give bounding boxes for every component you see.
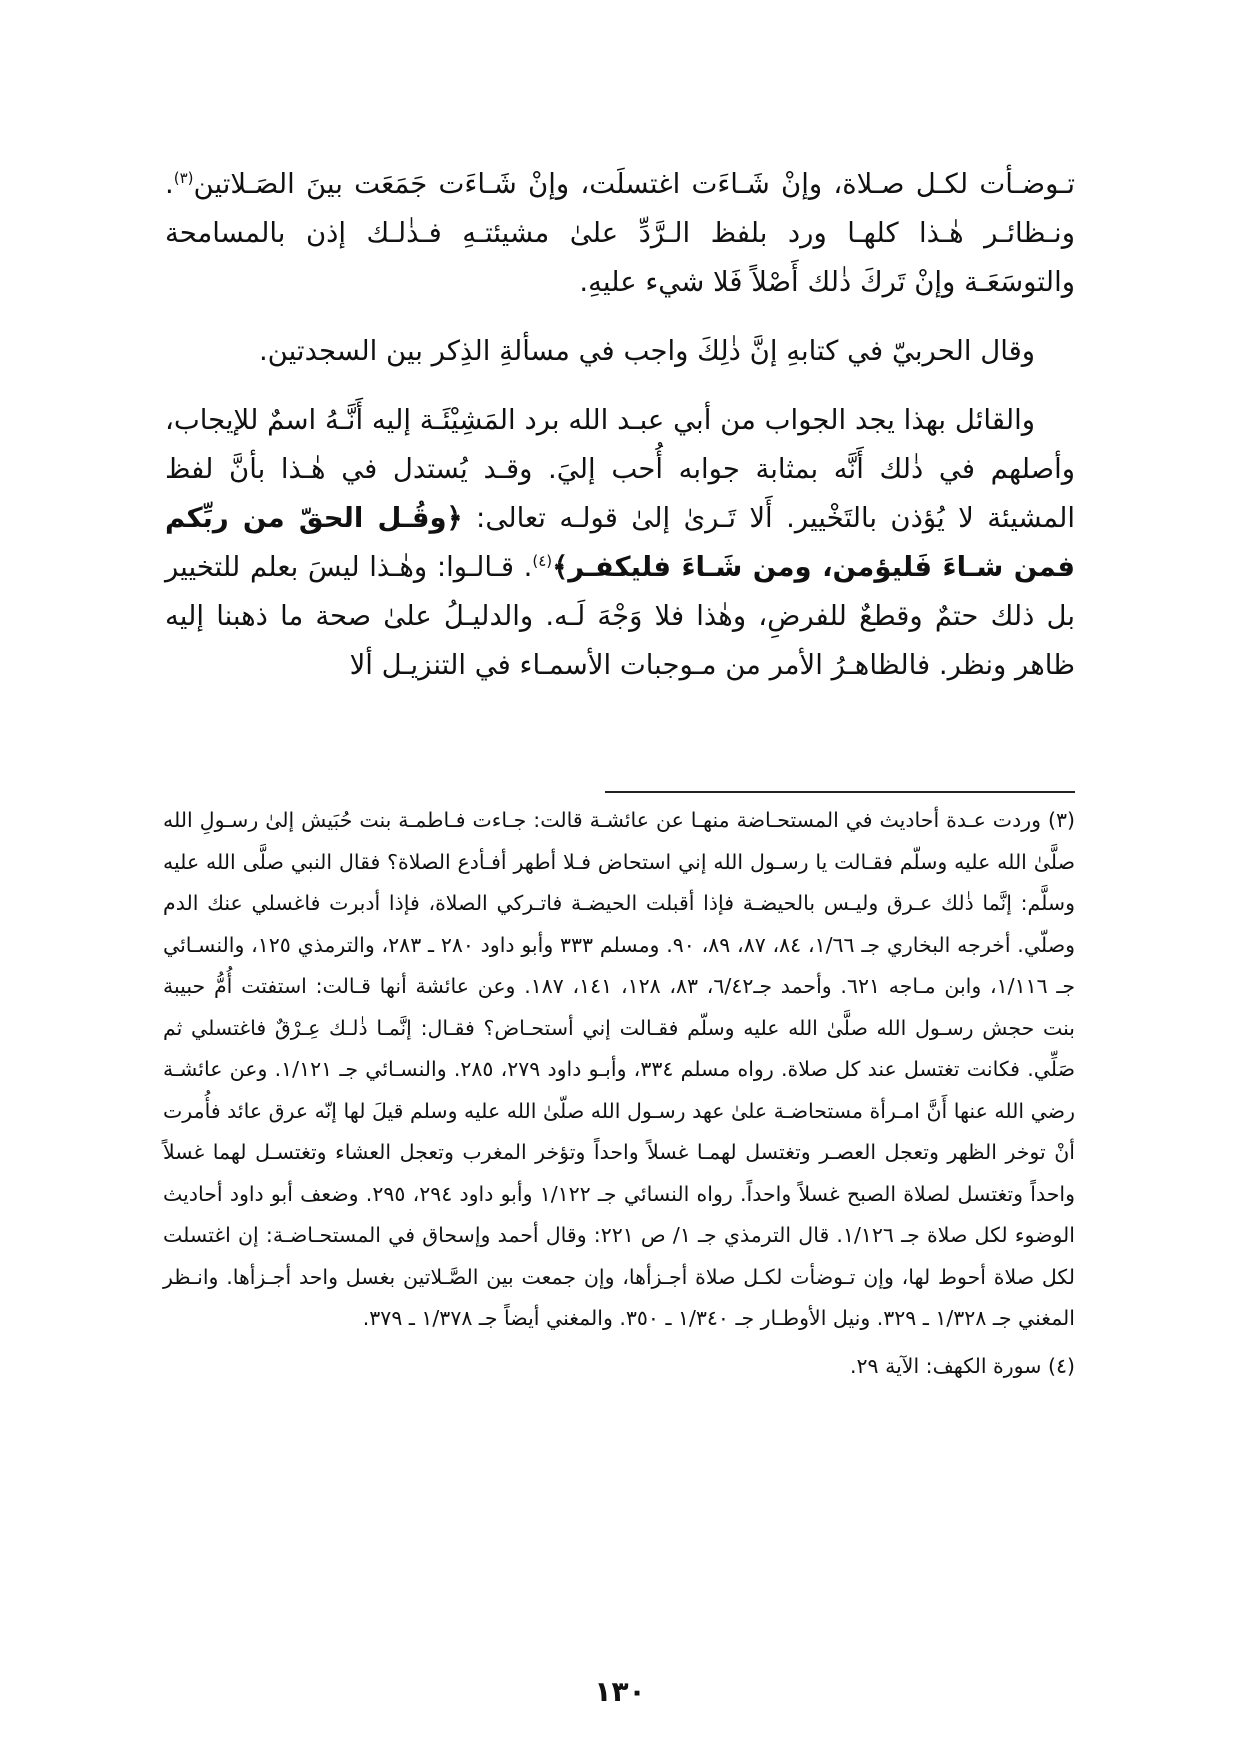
quran-verse: ﴿وقُـل الحقّ من ربِّكم فمن شـاءَ فَليؤمن، ومن شَـاءَ فليكفـر﴾ <box>165 502 1075 583</box>
footnote-4 <box>163 1346 1075 1388</box>
paragraph-3-part-b: . قـالـوا: وهٰـذا ليسَ بعلم للتخيير بل ذلك حتمٌ وقطعٌ للفرضِ، وهٰذا فلا وَجْهَ لَـه. والدليـلُ علىٰ صحة ما ذهبنا إليه ظاهر ونظر. فالظاهـرُ الأمر من مـوجبات الأسمـاء في التنزيـل ألا <box>165 551 1075 681</box>
footnote-4-text: سورة الكهف: الآية ٢٩. <box>850 1353 1042 1378</box>
paragraph-1 <box>165 160 1075 307</box>
footnote-separator <box>605 791 1075 793</box>
paragraph-3 <box>165 396 1075 690</box>
paragraph-1-part-b: . ونـظائـر هٰـذا كلهـا ورد بلفظ الـرَّدِّ علىٰ مشيئتـهِ فـذٰلـك إذن بالمسامحة والتوسَعَـة وإنْ تَركَ ذٰلك أَصْلاً فَلا شيء عليهِ. <box>165 168 1075 298</box>
paragraph-1-part-a: تـوضـأت لكـل صـلاة، وإنْ شَـاءَت اغتسلَت، وإنْ شَـاءَت جَمَعَت بينَ الصَـلاتين <box>193 168 1075 200</box>
footnote-3-text: وردت عـدة أحاديث في المستحـاضة منهـا عن عائشـة قالت: جـاءت فـاطمـة بنت حُبَيش إلىٰ رسـولِ الله صلَّىٰ الله عليه وسلّم فقـالت يا رسـول الله إني استحاض فـلا أطهر أفـأدع الصلاة؟ فقال النبي صلَّى الله عليه وسلَّم: إنَّما ذٰلك عـرق وليـس بالحيضـة فإذا أقبلت الحيضـة فاتـركي الصلاة، فإذا أدبرت فاغسلي عنك الدم وصلّي. أخرجه البخاري جـ ١/٦٦، ٨٤، ٨٧، ٨٩، ٩٠. ومسلم ٣٣٣ وأبو داود ٢٨٠ ـ ٢٨٣، والترمذي ١٢٥، والنسـائي جـ ١/١١٦، وابن مـاجه ٦٢١. وأحمد جـ٦/٤٢، ٨٣، ١٢٨، ١٤١، ١٨٧. وعن عائشة أنها قـالت: استفتت أُمُّ حبيبة بنت حجش رسـول الله صلَّىٰ الله عليه وسلّم فقـالت إني أستحـاض؟ فقـال: إنَّمـا ذٰلـك عِـرْقٌ فاغتسلي ثم صَلِّي. فكانت تغتسل عند كل صلاة. رواه مسلم ٣٣٤، وأبـو داود ٢٧٩، ٢٨٥. والنسـائي جـ ١/١٢١. وعن عائشـة رضي الله عنها أَنَّ امـرأة مستحاضـة علىٰ عهد رسـول الله صلّىٰ الله عليه وسلم قيلَ لها إنّه عرق عائد فأُمرت أنْ توخر الظهر وتعجل العصـر وتغتسل لهمـا غسلاً واحداً وتؤخر المغرب وتعجل العشاء وتغتسـل لهما غسلاً واحداً وتغتسل لصلاة الصبح غسلاً واحداً. رواه النسائي جـ ١/١٢٢ وأبو داود ٢٩٤، ٢٩٥. وضعف أبو داود أحاديث الوضوء لكل صلاة جـ ١/١٢٦. قال الترمذي جـ ١/ ص ٢٢١: وقال أحمد وإسحاق في المستحـاضـة: إن اغتسلت لكل صلاة أحوط لها، وإن تـوضأت لكـل صلاة أجـزأها، وإن جمعت بين الصَّـلاتين بغسل واحد أجـزأها. وانـظر المغني جـ ١/٣٢٨ ـ ٣٢٩. ونيل الأوطـار جـ ١/٣٤٠ ـ ٣٥٠. والمغني أيضاً جـ ١/٣٧٨ ـ ٣٧٩. <box>163 808 1076 1330</box>
footnote-3-number: (٣) <box>1047 808 1075 832</box>
page-number: ١٣٠ <box>594 1675 646 1708</box>
paragraph-2: وقال الحربيّ في كتابهِ إنَّ ذٰلِكَ واجب في مسألةِ الذِكر بين السجدتين. <box>258 335 1035 367</box>
paragraph-3-part-a: والقائل بهذا يجد الجواب من أبي عبـد الله برد المَشِيْئَـة إليه أَنَّـهُ اسمٌ للإيجاب، وأصلهم في ذٰلك أَنَّه بمثابة جوابه أُحب إليَ. وقـد يُستدل في هٰـذا بأنَّ لفظ المشيئة لا يُؤذن بالتَخْيير. أَلا تَـرىٰ إلىٰ قولـه تعالى: <box>165 404 1075 534</box>
footnote-3 <box>163 800 1075 1340</box>
main-text <box>165 160 1075 710</box>
footnote-4-number: (٤) <box>1047 1353 1075 1378</box>
footnote-ref-4[interactable]: (٤) <box>532 551 553 570</box>
footnotes <box>163 800 1075 1387</box>
footnote-ref-3[interactable]: (٣) <box>173 168 194 187</box>
